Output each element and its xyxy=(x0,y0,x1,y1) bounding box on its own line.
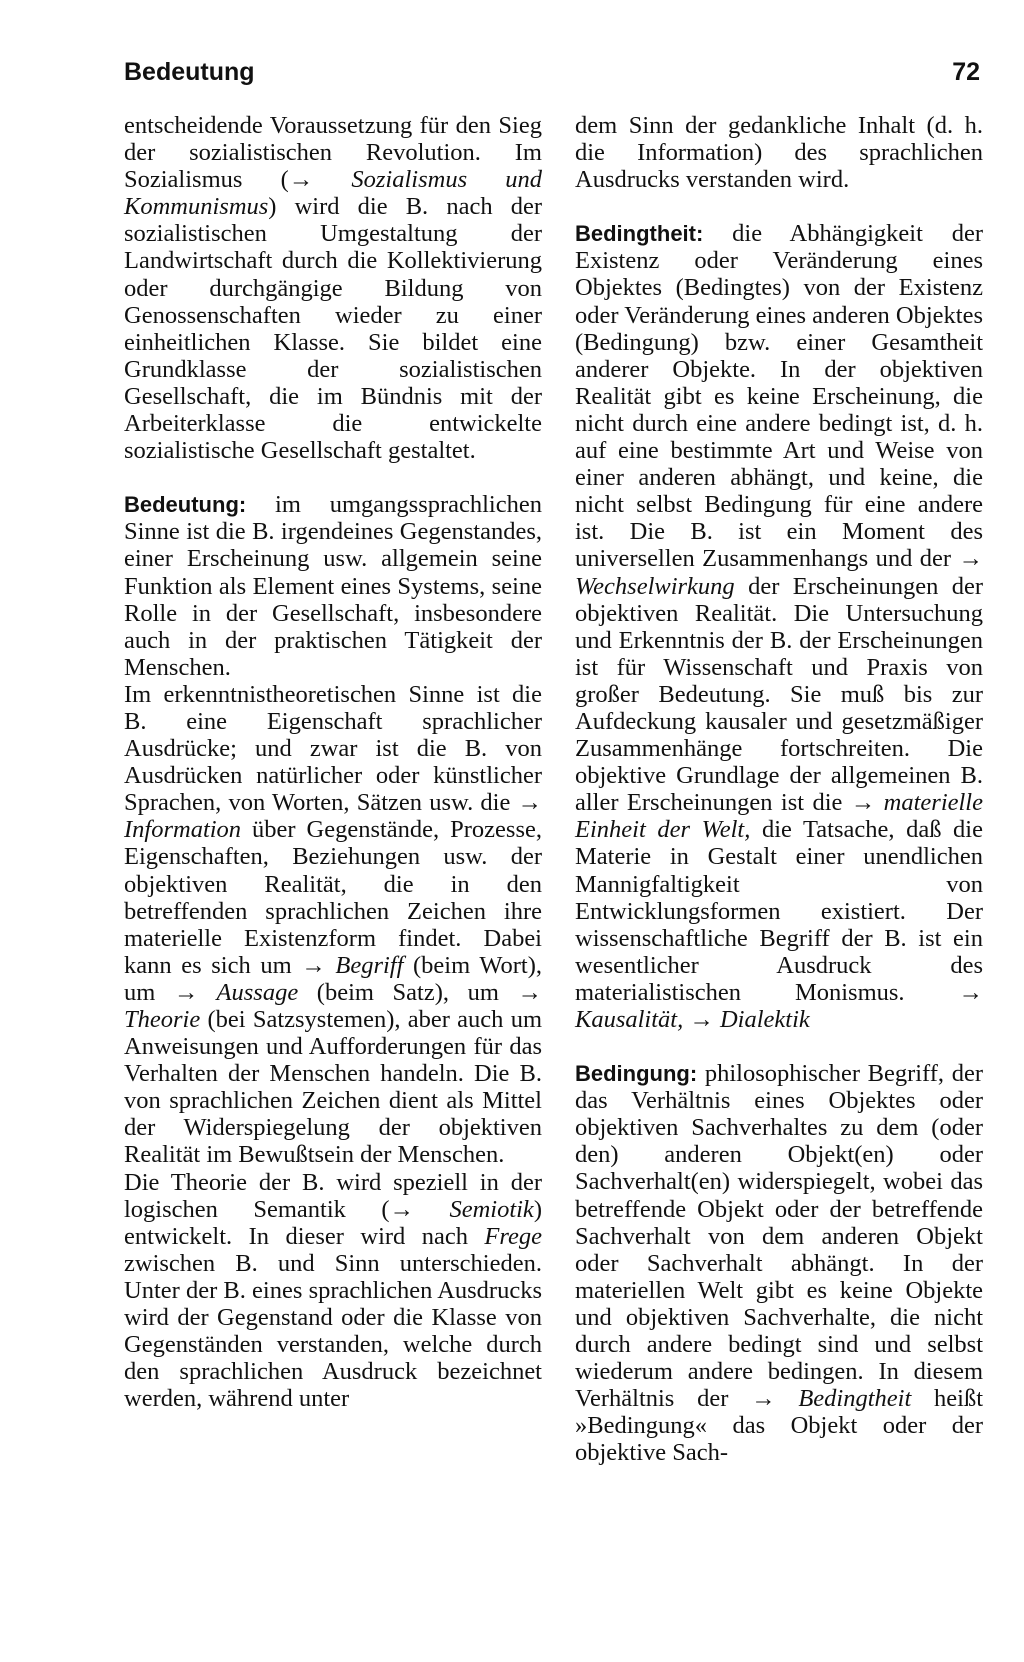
text-run: ) wird die B. nach der sozialistischen Umgestaltung der Landwirtschaft durch die Kollektivierung oder durchgängige Bildung von Genossenschaften wieder zu einer einheitlichen Klasse. Sie bildet eine Grundklasse der sozialistischen Gesellschaft, die im Bündnis mit der Arbeiterklasse die entwickelte sozialistische Gesellschaft gestaltet. xyxy=(124,193,542,465)
text-run: im umgangssprachlichen Sinne ist die B. irgendeines Gegenstandes, einer Erscheinung usw. allgemein seine Funktion als Element eines Systems, seine Rolle in der Gesellschaft, insbesondere auch in der praktischen Tätigkeit der Menschen. xyxy=(124,491,542,681)
entry-bedeutung xyxy=(124,491,542,681)
entry-bedingtheit xyxy=(575,220,983,1033)
text-run: (beim Satz), um xyxy=(298,978,518,1006)
cross-reference: → Wechselwirkung xyxy=(575,545,983,600)
cross-reference: → materielle Einheit der Welt, xyxy=(575,789,983,844)
right-column xyxy=(575,112,983,1467)
page-header xyxy=(124,58,980,94)
cross-reference: → Begriff xyxy=(301,951,404,979)
text-run: heißt »Bedingung« das Objekt oder der objektive Sach- xyxy=(575,1385,983,1467)
text-run: über Gegenstände, Prozesse, Eigenschaften, Beziehungen usw. der objektiven Realität, die in den betreffenden sprachlichen Zeichen ihre materielle Existenzform findet. Dabei kann es sich um xyxy=(124,816,542,979)
text-run: die Abhängigkeit der Existenz oder Veränderung eines Objektes (Bedingtes) von der Existenz oder Veränderung eines anderen Objektes (Bedingung) bzw. einer Gesamtheit anderer Objekte. In der objektiven Realität gibt es keine Erscheinung, die nicht durch eine andere bedingt ist, d. h. auf eine bestimmte Art und Weise von einer anderen abhängt, und keine, die nicht selbst Bedingung für eine andere ist. Die B. ist ein Moment des universellen Zusammenhangs und der xyxy=(575,220,983,573)
running-head: Bedeutung xyxy=(124,58,255,86)
entry-bedeutung-paragraph-3 xyxy=(124,1169,542,1413)
cross-reference: → Kausalität, xyxy=(575,978,983,1033)
text-run: der Erscheinungen der objektiven Realität. Die Untersuchung und Erkenntnis der B. der Erscheinungen ist für Wissenschaft und Praxis von großer Bedeutung. Sie muß bis zur Aufdeckung kausaler und gesetzmäßiger Zusammenhänge fortschreiten. Die objektive Grundlage der allgemeinen B. aller Erscheinungen ist die xyxy=(575,572,983,817)
entry-term: Bedingtheit: xyxy=(575,221,704,247)
page-number: 72 xyxy=(952,58,980,86)
entry-bedeutung-continuation xyxy=(575,112,983,193)
entry-term: Bedeutung: xyxy=(124,492,247,518)
cross-reference: → Theorie xyxy=(124,978,543,1033)
text-run: dem Sinn der gedankliche Inhalt (d. h. die Information) des sprachlichen Ausdrucks verstanden wird. xyxy=(575,112,983,194)
text-run: entscheidende Voraussetzung für den Sieg der sozialistischen Revolution. Im Sozialismus ( xyxy=(124,112,542,194)
text-run: zwischen B. und Sinn unterschieden. Unter der B. eines sprachlichen Ausdrucks wird der Gegenstand oder die Klasse von Gegenständen verstanden, welche durch den sprachlichen Ausdruck bezeichnet werden, während unter xyxy=(124,1249,542,1413)
entry-term: Bedingung: xyxy=(575,1061,698,1087)
cross-reference: → Bedingtheit xyxy=(751,1385,912,1413)
cross-reference: → Information xyxy=(124,789,542,844)
cross-reference: → Aussage xyxy=(173,978,299,1006)
cross-reference: → Dialektik xyxy=(689,1006,810,1033)
text-run: ) entwickelt. In dieser wird nach xyxy=(124,1195,542,1250)
text-run: (bei Satzsystemen), aber auch um Anweisungen und Aufforderungen für das Verhalten der Menschen handeln. Die B. von sprachlichen Zeichen dient als Mittel der Widerspiegelung der objektiven Realität im Bewußtsein der Menschen. xyxy=(124,1006,542,1169)
cross-reference: → Semiotik xyxy=(389,1195,534,1223)
entry-bedingung xyxy=(575,1060,983,1466)
text-run: (beim Wort), um xyxy=(124,951,542,1006)
person-name: Frege xyxy=(484,1222,542,1250)
text-run: die Tatsache, daß die Materie in Gestalt einer unendlichen Mannigfaltigkeit von Entwicklungsformen existiert. Der wissenschaftliche Begriff der B. ist ein wesentlicher Ausdruck des materialistischen Monismus. xyxy=(575,816,983,1006)
text-run: Die Theorie der B. wird speziell in der logischen Semantik ( xyxy=(124,1168,542,1223)
entry-bedeutung-paragraph-2 xyxy=(124,681,542,1169)
entry-continuation xyxy=(124,112,542,464)
left-column xyxy=(124,112,542,1412)
cross-reference: → Sozialismus und Kommunismus xyxy=(124,166,542,221)
text-run: philosophischer Begriff, der das Verhältnis eines Objektes oder objektiven Sachverhaltes zu dem (oder den) anderen Objekt(en) oder Sachverhalt(en) widerspiegelt, wobei das betreffende Objekt oder der betreffende Sachverhalt von dem anderen Objekt oder Sachverhalt abhängt. In der materiellen Welt gibt es keine Objekte und objektiven Sachverhalte, die nicht durch andere bedingt sind und selbst wiederum andere bedingen. In diesem Verhältnis der xyxy=(575,1060,983,1413)
text-run: Im erkenntnistheoretischen Sinne ist die B. eine Eigenschaft sprachlicher Ausdrücke; und zwar ist die B. von Ausdrücken natürlicher oder künstlicher Sprachen, von Worten, Sätzen usw. die xyxy=(124,680,542,817)
